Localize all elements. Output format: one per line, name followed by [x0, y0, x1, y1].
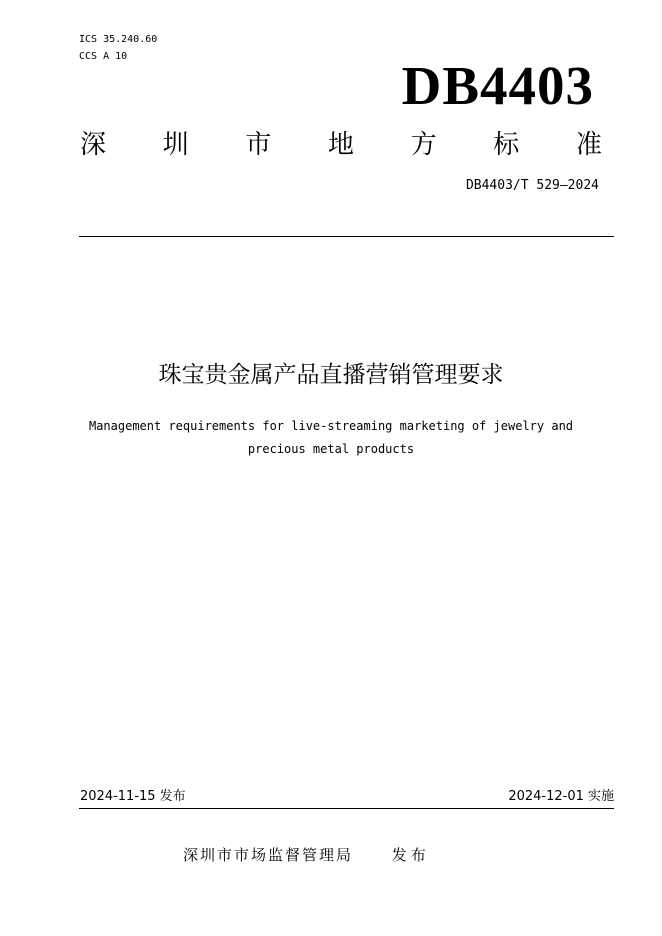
document-title-chinese: 珠宝贵金属产品直播营销管理要求: [158, 362, 504, 388]
standard-type-char: 圳: [162, 130, 189, 160]
ccs-code: CCS A 10: [79, 51, 128, 62]
standard-type-char: 标: [493, 130, 520, 160]
ics-code: ICS 35.240.60: [79, 34, 158, 45]
implementation-date: 2024-12-01 实施: [508, 789, 614, 804]
document-title-english: [0, 415, 662, 461]
english-title-line-2: precious metal products: [247, 442, 415, 456]
publish-label: 发布: [391, 846, 430, 864]
top-divider: [79, 236, 614, 237]
issue-date: 2024-11-15 发布: [80, 789, 186, 804]
standard-type-title: [80, 128, 602, 162]
english-title-line-1: Management requirements for live-streaming marketing of jewelry and: [88, 419, 574, 433]
standard-number: DB4403/T 529—2024: [465, 178, 599, 193]
standard-type-char: 准: [575, 130, 602, 160]
standard-type-char: 地: [327, 130, 354, 160]
publisher-name: 深圳市市场监督管理局: [183, 846, 354, 864]
db-standard-mark: DB4403: [401, 55, 594, 116]
standard-type-char: 深: [80, 130, 107, 160]
standard-type-char: 市: [245, 130, 272, 160]
publisher-line: [183, 845, 430, 865]
standard-type-char: 方: [410, 130, 437, 160]
bottom-divider: [79, 808, 614, 809]
